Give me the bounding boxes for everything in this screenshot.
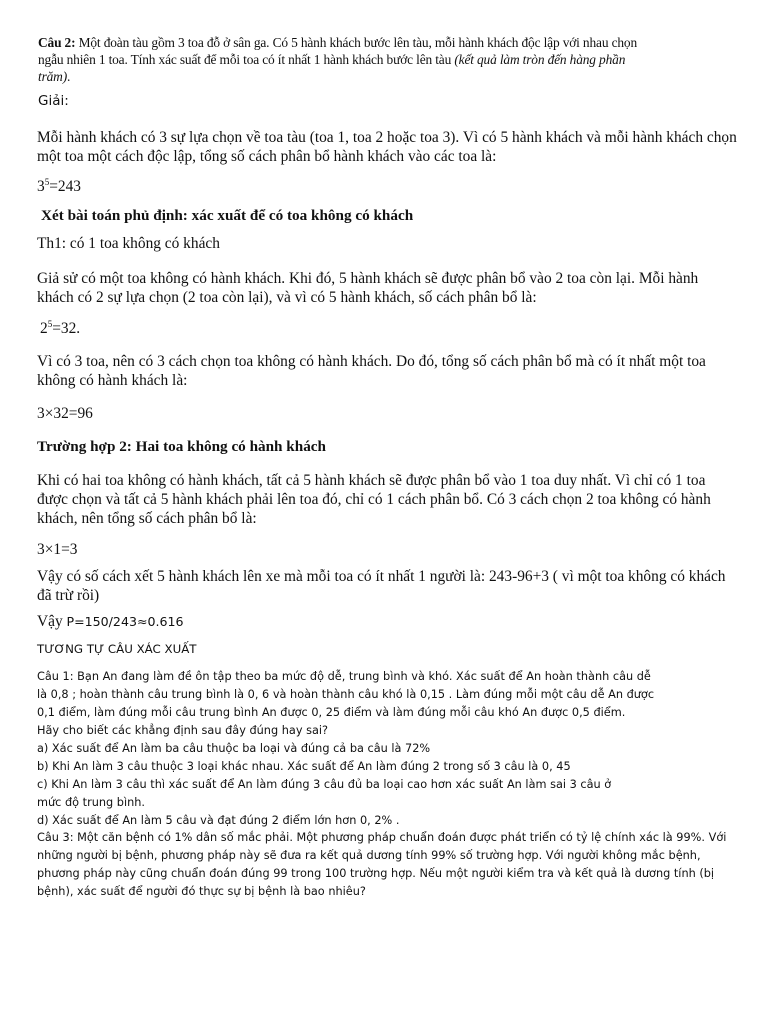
final-answer-prefix: Vậy: [37, 613, 67, 630]
solution-paragraph-4: Khi có hai toa không có hành khách, tất cả 5 hành khách sẽ được phân bổ vào 1 toa duy nhất. Vì chỉ có 1 toa được chọn và tất cả 5 hành khách phải lên toa đó, chỉ có 1 cách phân bổ. Có 3 cách chọn 2 toa không có hành khách, nên tổng số cách phân bổ là:: [37, 472, 711, 527]
problem-text: Một đoàn tàu gồm 3 toa đỗ ở sân ga. Có 5 hành khách bước lên tàu, mỗi hành khách độc lập với nhau chọn ngẫu nhiên 1 toa. Tính xác suất để mỗi toa có ít nhất 1 hành khách bước lên tàu: [38, 35, 637, 67]
total-arrangements: [37, 177, 737, 196]
question-1-option-a: a) Xác suất để An làm ba câu thuộc ba loại và đúng cả ba câu là 72%: [37, 742, 431, 755]
complement-heading: Xét bài toán phủ định: xác xuất để có toa không có khách: [41, 207, 414, 224]
solution-paragraph-5: Vậy có số cách xết 5 hành khách lên xe mà mỗi toa có ít nhất 1 người là: 243-96+3 ( vì một toa không có khách đã trừ rồi): [37, 568, 726, 604]
solution-paragraph-1: Mỗi hành khách có 3 sự lựa chọn về toa tàu (toa 1, toa 2 hoặc toa 3). Vì có 5 hành khách và mỗi hành khách chọn một toa một cách độc lập, tổng số cách phân bổ hành khách vào các toa là:: [37, 129, 737, 165]
total-exponent: 5: [44, 177, 50, 187]
similar-section-title: TƯƠNG TỰ CÂU XÁC XUẤT: [37, 642, 197, 656]
final-answer-value: P=150/243≈0.616: [66, 614, 184, 629]
question-3-line: Câu 3: Một căn bệnh có 1% dân số mắc phải. Một phương pháp chuẩn đoán được phát triển có tỷ lệ chính xác là 99%. Với: [37, 831, 727, 844]
question-1-line: Câu 1: Bạn An đang làm đề ôn tập theo ba mức độ dễ, trung bình và khó. Xác suất để An hoàn thành câu dễ: [37, 670, 651, 683]
case-2-heading: Trường hợp 2: Hai toa không có hành khách: [37, 438, 326, 455]
question-1-option-c: c) Khi An làm 3 câu thì xác suất để An làm đúng 3 câu đủ ba loại cao hơn xác suất An làm sai 3 câu ở: [37, 778, 612, 791]
problem-rounding-note: (kết quả làm tròn đến hàng phần trăm): [38, 52, 626, 84]
calculation-1: 3×32=96: [37, 405, 93, 422]
pow2-base: 2: [40, 320, 48, 337]
question-1: [37, 668, 737, 830]
problem-statement: [38, 34, 638, 85]
solution-label: Giải:: [38, 93, 69, 109]
calculation-2: 3×1=3: [37, 541, 78, 558]
total-base: 3: [37, 178, 45, 195]
final-answer: [37, 612, 737, 631]
case-1-label: Th1: có 1 toa không có khách: [37, 235, 220, 252]
solution-paragraph-2: Giả sử có một toa không có hành khách. Khi đó, 5 hành khách sẽ được phân bổ vào 2 toa còn lại. Mỗi hành khách có 2 sự lựa chọn (2 toa còn lại), và vì có 5 hành khách, số cách phân bổ là:: [37, 270, 699, 306]
power-two-result: [40, 319, 740, 338]
total-result: =243: [49, 178, 81, 195]
problem-label: Câu 2:: [38, 35, 76, 50]
question-1-line: 0,1 điểm, làm đúng mỗi câu trung bình An được 0, 25 điểm và làm đúng mỗi câu khó An được 0,5 điểm.: [37, 706, 626, 719]
question-1-line: Hãy cho biết các khẳng định sau đây đúng hay sai?: [37, 724, 329, 737]
question-3-line: những người bị bệnh, phương pháp này sẽ đưa ra kết quả dương tính 99% số trường hợp. Với người không mắc bệnh,: [37, 849, 701, 862]
pow2-result: =32.: [52, 320, 81, 337]
question-3-line: phương pháp này cũng chuẩn đoán đúng 99 trong 100 trường hợp. Nếu một người kiểm tra và kết quả là dương tính (bị: [37, 867, 715, 880]
question-3: [37, 829, 737, 901]
question-3-line: bệnh), xác suất để người đó thực sự bị bệnh là bao nhiêu?: [37, 885, 366, 898]
question-1-option-b: b) Khi An làm 3 câu thuộc 3 loại khác nhau. Xác suất để An làm đúng 2 trong số 3 câu là 0, 45: [37, 760, 571, 773]
question-1-option-c-cont: mức độ trung bình.: [37, 796, 146, 809]
question-1-option-d: d) Xác suất để An làm 5 câu và đạt đúng 2 điểm lớn hơn 0, 2% .: [37, 814, 400, 827]
solution-paragraph-3: Vì có 3 toa, nên có 3 cách chọn toa không có hành khách. Do đó, tổng số cách phân bổ mà có ít nhất một toa không có hành khách là:: [37, 353, 706, 389]
question-1-line: là 0,8 ; hoàn thành câu trung bình là 0, 6 và hoàn thành câu khó là 0,15 . Làm đúng mỗi một câu dễ An được: [37, 688, 655, 701]
pow2-exponent: 5: [47, 319, 53, 329]
problem-end: .: [67, 69, 71, 84]
